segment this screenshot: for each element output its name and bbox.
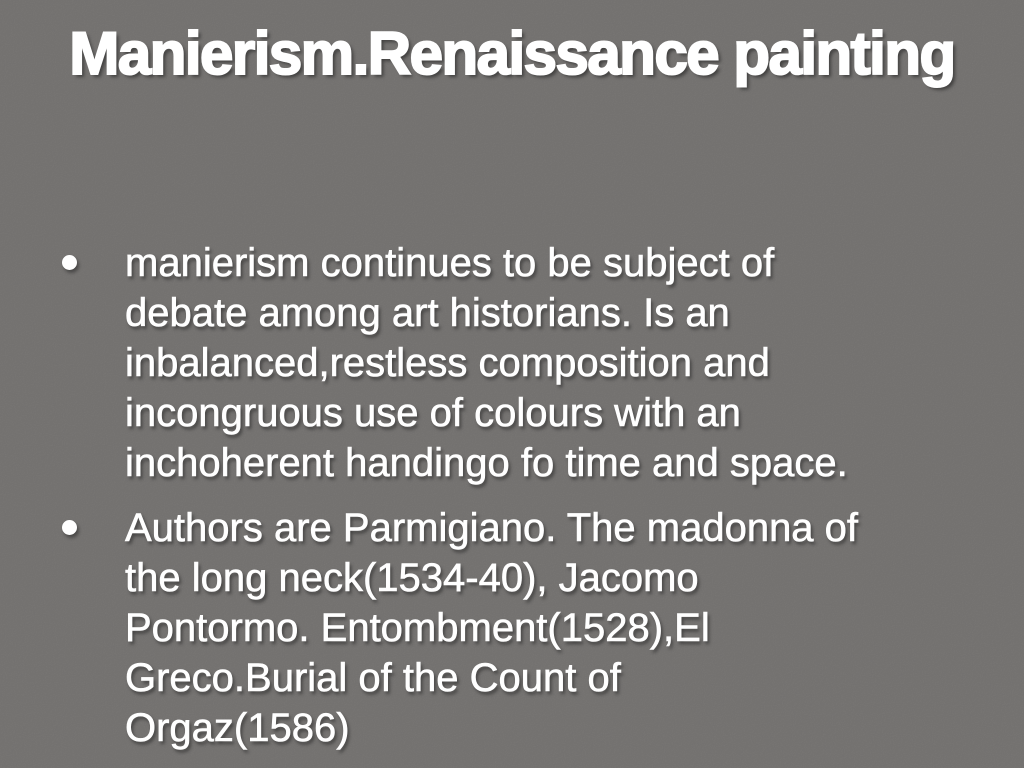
bullet-line: the long neck(1534-40), Jacomo: [125, 556, 699, 600]
bullet-line: inbalanced,restless composition and: [125, 341, 770, 385]
slide-title: Manierism.Renaissance painting: [69, 20, 955, 87]
bullet-item-authors: [62, 503, 1004, 753]
bullet-line: Greco.Burial of the Count of: [125, 656, 621, 700]
bullet-dot-icon: [62, 520, 77, 535]
bullet-line: inchoherent handingo fo time and space.: [125, 441, 848, 485]
bullet-text: [125, 238, 848, 488]
bullet-list: [62, 238, 1004, 753]
bullet-line: Pontormo. Entombment(1528),El: [125, 606, 710, 650]
bullet-text: [125, 503, 858, 753]
bullet-line: debate among art historians. Is an: [125, 291, 730, 335]
bullet-line: manierism continues to be subject of: [125, 241, 775, 285]
bullet-line: Orgaz(1586): [125, 706, 350, 750]
bullet-item-manierism-debate: [62, 238, 1004, 488]
bullet-line: incongruous use of colours with an: [125, 391, 741, 435]
bullet-dot-icon: [62, 255, 77, 270]
bullet-line: Authors are Parmigiano. The madonna of: [125, 506, 859, 550]
